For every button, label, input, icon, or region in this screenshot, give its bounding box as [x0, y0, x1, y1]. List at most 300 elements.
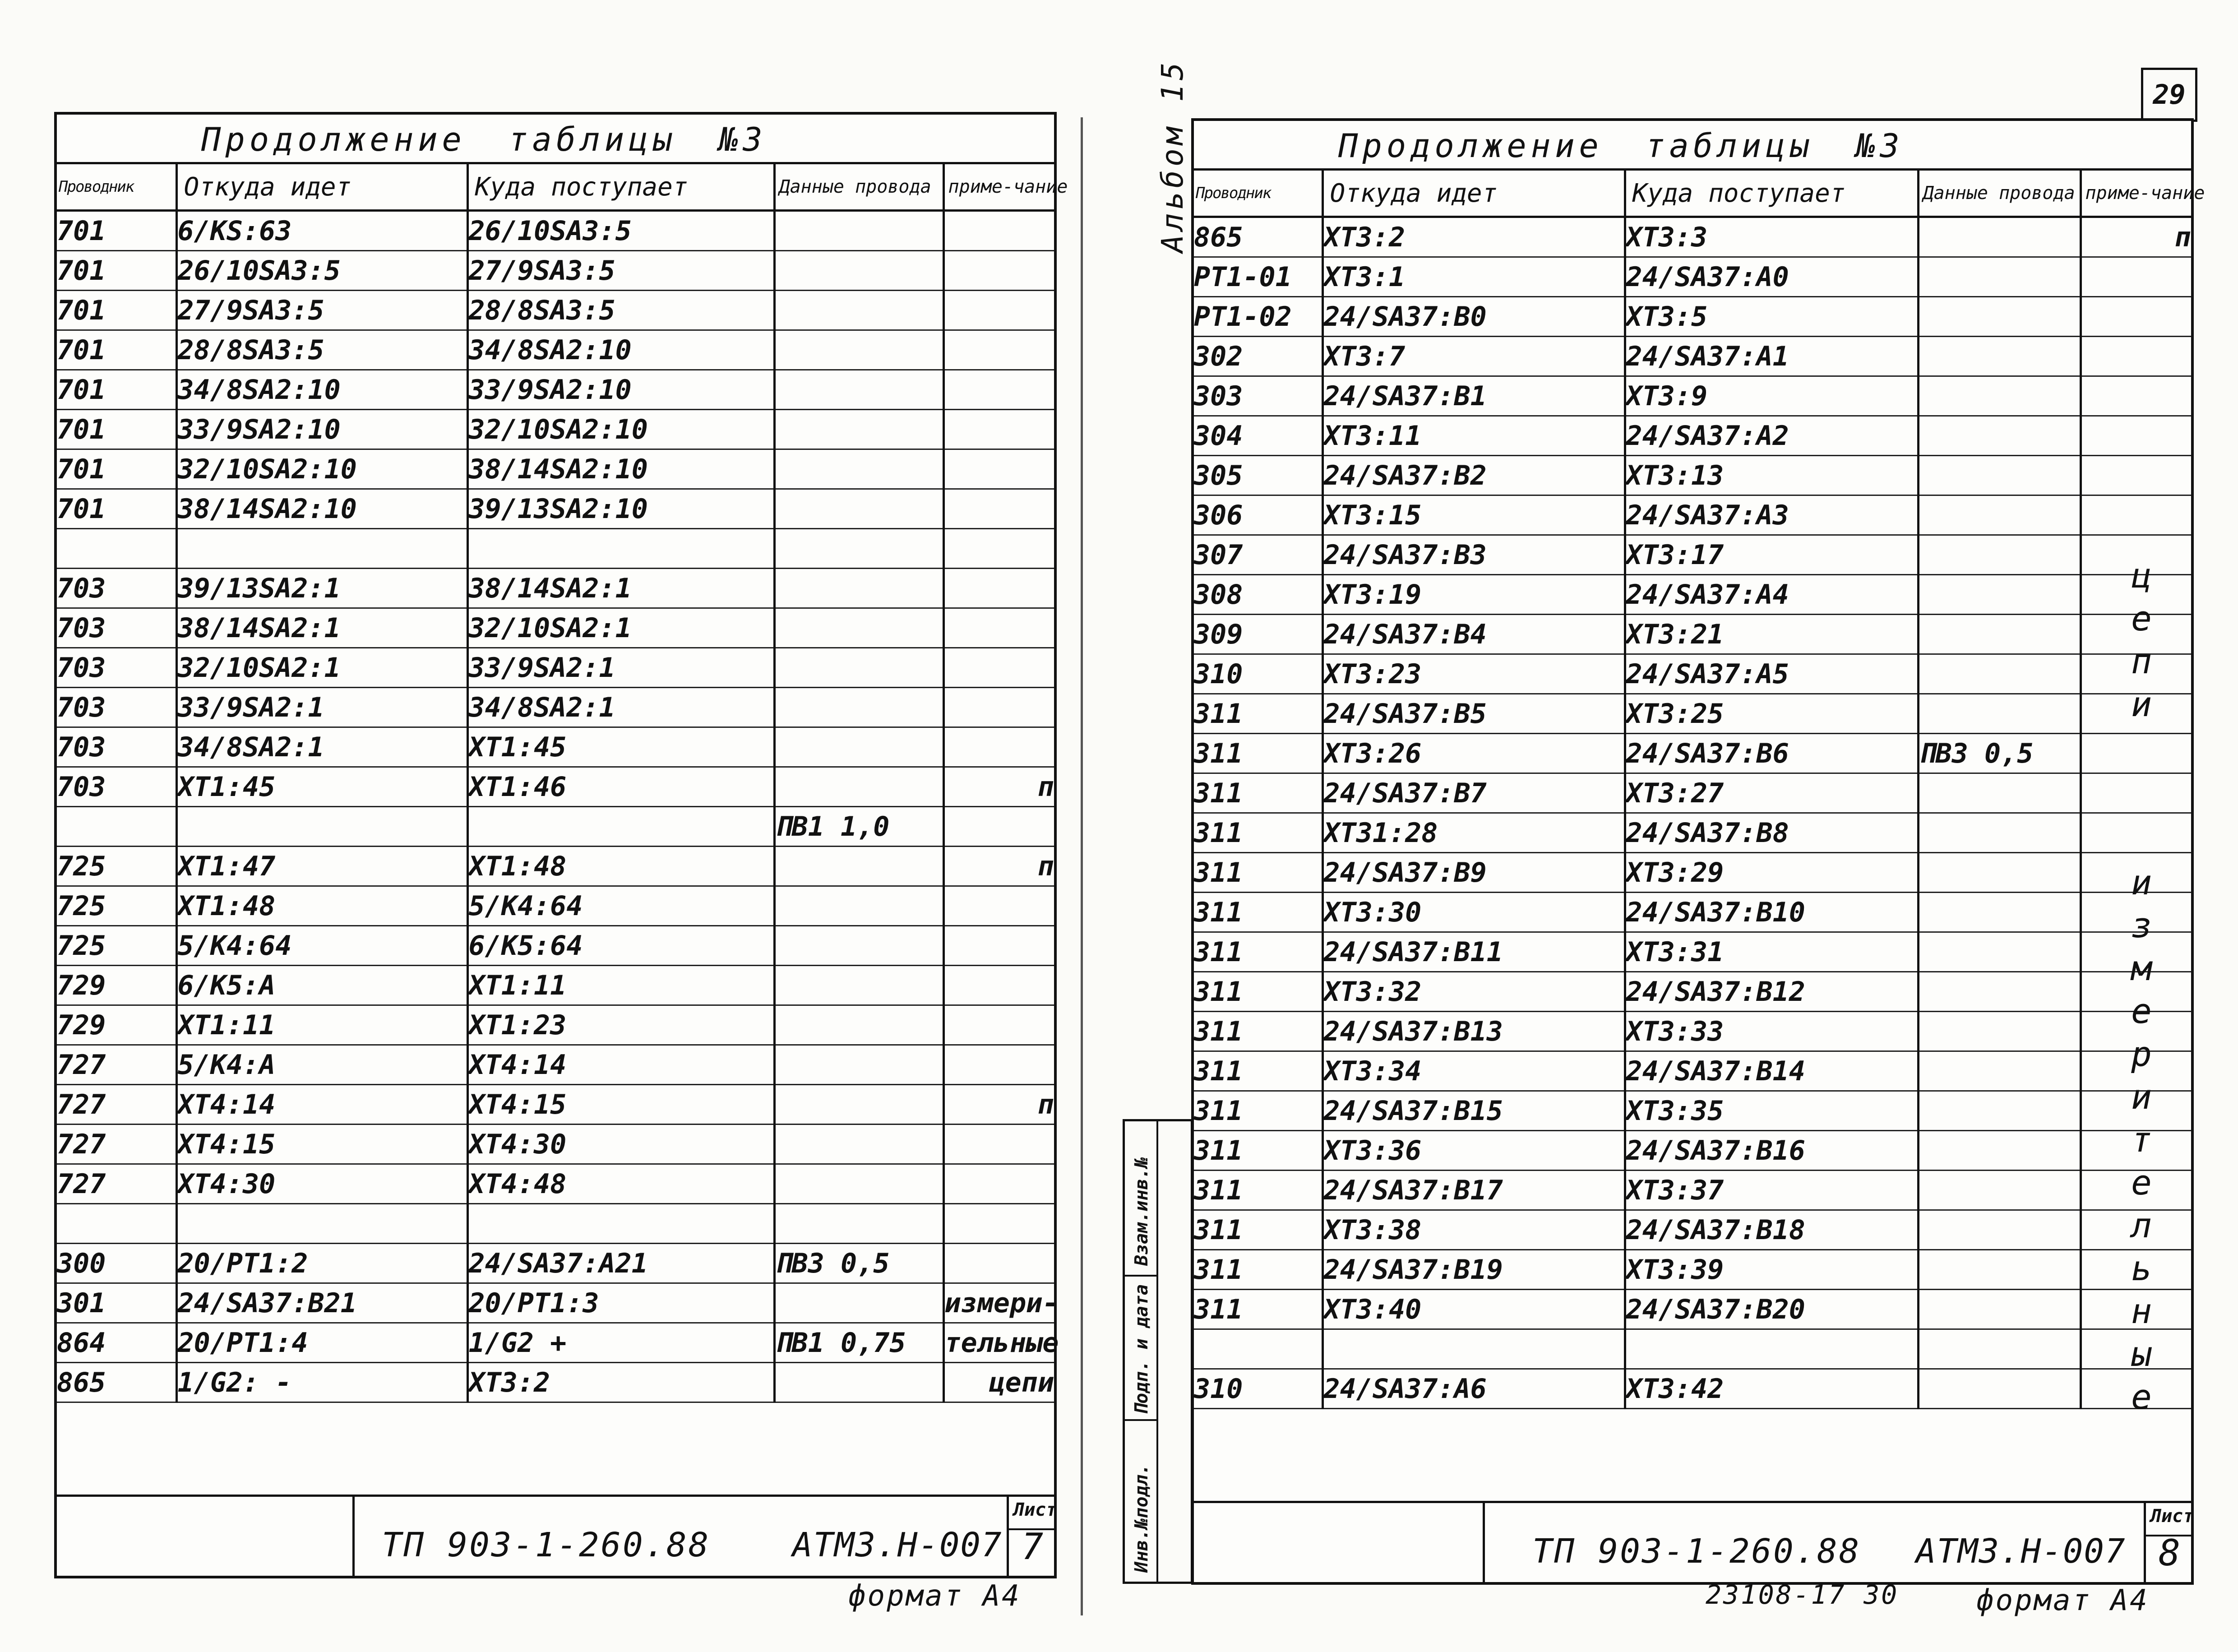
- cell-note: п: [2081, 217, 2191, 257]
- cell-to: XT1:46: [467, 767, 774, 807]
- note-char: п: [2131, 641, 2152, 681]
- cell-conductor: [57, 529, 176, 569]
- cell-note: [943, 211, 1054, 251]
- cell-from: 24/SA37:B13: [1322, 1012, 1625, 1051]
- cell-to: 34/8SA2:1: [467, 688, 774, 727]
- table-row: [57, 1204, 1054, 1244]
- left-sheet: [54, 112, 1068, 1578]
- cell-wire-data: [774, 449, 943, 489]
- cell-wire-data: [774, 767, 943, 807]
- table-row: [57, 608, 1054, 648]
- note-char: и: [2131, 862, 2152, 902]
- cell-conductor: 865: [57, 1363, 176, 1402]
- cell-to: 32/10SA2:10: [467, 410, 774, 449]
- cell-to: 1/G2 +: [467, 1323, 774, 1363]
- cell-note: [2081, 813, 2191, 853]
- cell-wire-data: [1918, 813, 2081, 853]
- cell-from: XT3:11: [1322, 416, 1625, 456]
- header-wire-data: Данные провода: [1918, 171, 2081, 217]
- cell-from: [176, 807, 467, 847]
- note-char: е: [2131, 598, 2152, 639]
- cell-to: XT4:15: [467, 1085, 774, 1124]
- cell-to: 24/SA37:A21: [467, 1244, 774, 1283]
- cell-to: XT1:45: [467, 727, 774, 767]
- cell-wire-data: [1918, 972, 2081, 1012]
- note-char: т: [2131, 1120, 2152, 1160]
- table-row: [57, 211, 1054, 251]
- cell-wire-data: [774, 569, 943, 608]
- table-row: [1194, 297, 2191, 337]
- cell-wire-data: [774, 1283, 943, 1323]
- cell-wire-data: [774, 1085, 943, 1124]
- cell-conductor: 864: [57, 1323, 176, 1363]
- cell-note: [943, 608, 1054, 648]
- left-title-block: [57, 1495, 1057, 1576]
- cell-note: [943, 1124, 1054, 1164]
- table-row: [57, 1005, 1054, 1045]
- cell-conductor: 311: [1194, 853, 1322, 893]
- cell-conductor: 311: [1194, 734, 1322, 773]
- cell-from: [1322, 1329, 1625, 1369]
- cell-wire-data: [774, 648, 943, 688]
- table-row: [1194, 932, 2191, 972]
- cell-to: XT3:21: [1625, 615, 1918, 654]
- cell-conductor: 701: [57, 291, 176, 330]
- cell-conductor: 701: [57, 410, 176, 449]
- cell-from: 38/14SA2:1: [176, 608, 467, 648]
- cell-from: XT31:28: [1322, 813, 1625, 853]
- cell-wire-data: [1918, 456, 2081, 495]
- cell-from: 24/SA37:A6: [1322, 1369, 1625, 1409]
- table-row: [57, 767, 1054, 807]
- cell-wire-data: [1918, 853, 2081, 893]
- cell-conductor: 311: [1194, 773, 1322, 813]
- cell-wire-data: [774, 1005, 943, 1045]
- left-wire-table: [57, 164, 1068, 1403]
- cell-wire-data: [774, 410, 943, 449]
- cell-from: XT1:47: [176, 847, 467, 886]
- cell-from: XT3:34: [1322, 1051, 1625, 1091]
- right-sheet-number: 8: [2159, 1532, 2181, 1574]
- cell-from: XT3:7: [1322, 337, 1625, 376]
- table-row: [1194, 337, 2191, 376]
- cell-note: измери-: [943, 1283, 1054, 1323]
- cell-wire-data: [774, 251, 943, 291]
- cell-to: 24/SA37:A3: [1625, 495, 1918, 535]
- cell-from: 39/13SA2:1: [176, 569, 467, 608]
- cell-wire-data: [1918, 575, 2081, 615]
- table-row: [57, 1085, 1054, 1124]
- cell-note: [943, 807, 1054, 847]
- cell-conductor: 701: [57, 449, 176, 489]
- cell-from: 20/PT1:2: [176, 1244, 467, 1283]
- cell-from: [176, 529, 467, 569]
- table-row: [57, 449, 1054, 489]
- cell-conductor: 727: [57, 1085, 176, 1124]
- header-to: Куда поступает: [467, 164, 774, 211]
- table-row: [1194, 217, 2191, 257]
- cell-wire-data: [774, 370, 943, 410]
- left-sheet-number-box: [1007, 1497, 1057, 1576]
- cell-wire-data: [1918, 297, 2081, 337]
- cell-to: 5/K4:64: [467, 886, 774, 926]
- table-row: [1194, 734, 2191, 773]
- cell-conductor: 311: [1194, 1171, 1322, 1210]
- cell-wire-data: [1918, 773, 2081, 813]
- cell-from: XT3:2: [1322, 217, 1625, 257]
- cell-note: [943, 926, 1054, 966]
- cell-to: [467, 1204, 774, 1244]
- cell-from: 26/10SA3:5: [176, 251, 467, 291]
- cell-to: 28/8SA3:5: [467, 291, 774, 330]
- replace-inv-label: Взам.инв.№: [1131, 1157, 1152, 1266]
- note-measuring-vertical: [2123, 861, 2159, 1418]
- cell-note: п: [943, 1085, 1054, 1124]
- note-char: м: [2131, 948, 2152, 988]
- cell-conductor: PT1-01: [1194, 257, 1322, 297]
- table-row: [1194, 1051, 2191, 1091]
- cell-to: XT4:48: [467, 1164, 774, 1204]
- cell-wire-data: [774, 1363, 943, 1402]
- cell-conductor: 311: [1194, 1091, 1322, 1131]
- cell-note: [943, 727, 1054, 767]
- right-table-body: [1194, 217, 2191, 1409]
- cell-wire-data: [1918, 654, 2081, 694]
- note-char: е: [2131, 991, 2152, 1031]
- cell-conductor: 311: [1194, 1131, 1322, 1171]
- table-row: [57, 807, 1054, 847]
- table-row: [1194, 456, 2191, 495]
- cell-wire-data: [774, 489, 943, 529]
- cell-wire-data: [774, 847, 943, 886]
- cell-to: 38/14SA2:1: [467, 569, 774, 608]
- cell-wire-data: [1918, 217, 2081, 257]
- cell-to: XT3:2: [467, 1363, 774, 1402]
- cell-conductor: 300: [57, 1244, 176, 1283]
- cell-from: 38/14SA2:10: [176, 489, 467, 529]
- cell-to: 24/SA37:B8: [1625, 813, 1918, 853]
- cell-from: XT1:45: [176, 767, 467, 807]
- cell-to: 24/SA37:A0: [1625, 257, 1918, 297]
- cell-from: 24/SA37:B17: [1322, 1171, 1625, 1210]
- cell-note: п: [943, 767, 1054, 807]
- cell-from: XT3:38: [1322, 1210, 1625, 1250]
- left-doc-id: АТМ3.Н-007: [792, 1526, 1003, 1564]
- table-row: [1194, 773, 2191, 813]
- cell-to: 33/9SA2:10: [467, 370, 774, 410]
- cell-conductor: 703: [57, 608, 176, 648]
- left-sheet-title: Продолжение таблицы №3: [57, 115, 1054, 164]
- cell-from: 24/SA37:B1: [1322, 376, 1625, 416]
- cell-wire-data: ПВ3 0,5: [774, 1244, 943, 1283]
- cell-note: [943, 688, 1054, 727]
- table-header-row: [1194, 171, 2191, 217]
- cell-to: 24/SA37:A5: [1625, 654, 1918, 694]
- table-row: [57, 688, 1054, 727]
- cell-wire-data: [774, 330, 943, 370]
- cell-conductor: 303: [1194, 376, 1322, 416]
- cell-from: XT4:15: [176, 1124, 467, 1164]
- cell-from: 20/PT1:4: [176, 1323, 467, 1363]
- cell-to: 24/SA37:B10: [1625, 893, 1918, 932]
- cell-from: 1/G2: -: [176, 1363, 467, 1402]
- order-number: 23108-17 30: [1706, 1579, 1899, 1610]
- table-header-row: [57, 164, 1054, 211]
- table-row: [57, 1323, 1054, 1363]
- cell-to: XT3:25: [1625, 694, 1918, 734]
- table-row: [1194, 1012, 2191, 1051]
- cell-wire-data: [1918, 416, 2081, 456]
- cell-from: 24/SA37:B4: [1322, 615, 1625, 654]
- cell-conductor: 302: [1194, 337, 1322, 376]
- cell-wire-data: [1918, 1250, 2081, 1290]
- cell-wire-data: [1918, 1051, 2081, 1091]
- table-row: [1194, 813, 2191, 853]
- cell-note: [2081, 734, 2191, 773]
- cell-wire-data: [1918, 1131, 2081, 1171]
- page-number: 29: [2141, 68, 2197, 122]
- album-label: Альбом 15: [1155, 59, 1190, 253]
- cell-wire-data: [1918, 1091, 2081, 1131]
- cell-to: XT3:37: [1625, 1171, 1918, 1210]
- cell-from: 24/SA37:B9: [1322, 853, 1625, 893]
- cell-conductor: 703: [57, 727, 176, 767]
- table-row: [1194, 495, 2191, 535]
- cell-conductor: 703: [57, 688, 176, 727]
- cell-note: [943, 648, 1054, 688]
- cell-wire-data: [1918, 932, 2081, 972]
- note-char: и: [2131, 684, 2152, 724]
- table-row: [57, 1244, 1054, 1283]
- table-row: [1194, 853, 2191, 893]
- cell-wire-data: [1918, 1290, 2081, 1329]
- cell-to: 38/14SA2:10: [467, 449, 774, 489]
- table-row: [57, 886, 1054, 926]
- note-char: ц: [2131, 555, 2152, 596]
- note-char: е: [2131, 1162, 2152, 1203]
- cell-wire-data: [774, 886, 943, 926]
- cell-wire-data: [1918, 694, 2081, 734]
- cell-note: [2081, 773, 2191, 813]
- cell-conductor: 306: [1194, 495, 1322, 535]
- cell-note: тельные: [943, 1323, 1054, 1363]
- cell-conductor: 701: [57, 489, 176, 529]
- cell-from: XT4:30: [176, 1164, 467, 1204]
- cell-note: [943, 1164, 1054, 1204]
- left-doc-code: ТП 903-1-260.88: [382, 1526, 711, 1564]
- cell-to: XT3:35: [1625, 1091, 1918, 1131]
- cell-to: XT3:29: [1625, 853, 1918, 893]
- left-sheet-number: 7: [1022, 1526, 1044, 1568]
- table-row: [57, 569, 1054, 608]
- cell-wire-data: [774, 608, 943, 648]
- cell-conductor: [57, 1204, 176, 1244]
- cell-wire-data: [774, 291, 943, 330]
- cell-to: [467, 807, 774, 847]
- cell-to: XT3:31: [1625, 932, 1918, 972]
- cell-conductor: 701: [57, 370, 176, 410]
- cell-conductor: 729: [57, 1005, 176, 1045]
- cell-conductor: 865: [1194, 217, 1322, 257]
- cell-to: 24/SA37:B16: [1625, 1131, 1918, 1171]
- table-row: [1194, 575, 2191, 615]
- right-sheet-title: Продолжение таблицы №3: [1194, 121, 2191, 171]
- sign-date-label: Подп. и дата: [1131, 1284, 1152, 1415]
- cell-conductor: 309: [1194, 615, 1322, 654]
- cell-to: XT1:11: [467, 966, 774, 1005]
- right-sheet: [1191, 118, 2205, 1585]
- cell-from: XT3:40: [1322, 1290, 1625, 1329]
- note-circuits-vertical: [2123, 554, 2159, 726]
- cell-from: XT1:11: [176, 1005, 467, 1045]
- header-note: приме-чание: [2081, 171, 2191, 217]
- table-row: [57, 529, 1054, 569]
- cell-to: XT3:17: [1625, 535, 1918, 575]
- cell-conductor: 310: [1194, 654, 1322, 694]
- cell-conductor: 310: [1194, 1369, 1322, 1409]
- note-char: е: [2131, 1377, 2152, 1417]
- inv-number-label: Инв.№подл.: [1131, 1464, 1152, 1573]
- cell-to: 24/SA37:A4: [1625, 575, 1918, 615]
- cell-wire-data: [774, 688, 943, 727]
- page-fold-line: [1081, 117, 1083, 1615]
- left-format-note: формат А4: [848, 1579, 1021, 1613]
- header-from: Откуда идет: [176, 164, 467, 211]
- header-note: приме-чание: [943, 164, 1054, 211]
- cell-to: 20/PT1:3: [467, 1283, 774, 1323]
- table-row: [57, 1363, 1054, 1402]
- cell-from: 24/SA37:B19: [1322, 1250, 1625, 1290]
- table-row: [57, 410, 1054, 449]
- cell-wire-data: [1918, 495, 2081, 535]
- cell-conductor: 311: [1194, 972, 1322, 1012]
- cell-wire-data: ПВ1 1,0: [774, 807, 943, 847]
- table-row: [1194, 1290, 2191, 1329]
- cell-from: 24/SA37:B21: [176, 1283, 467, 1323]
- table-row: [57, 330, 1054, 370]
- cell-wire-data: [1918, 1329, 2081, 1369]
- cell-conductor: 304: [1194, 416, 1322, 456]
- cell-to: 26/10SA3:5: [467, 211, 774, 251]
- strip-divider-1: [1125, 1275, 1156, 1277]
- cell-conductor: 727: [57, 1045, 176, 1085]
- cell-conductor: 701: [57, 330, 176, 370]
- left-sheet-label: Лист: [1013, 1499, 1057, 1520]
- cell-from: XT3:19: [1322, 575, 1625, 615]
- cell-conductor: 725: [57, 847, 176, 886]
- cell-note: [943, 1045, 1054, 1085]
- cell-from: 24/SA37:B3: [1322, 535, 1625, 575]
- strip-divider-2: [1125, 1419, 1156, 1421]
- cell-conductor: 729: [57, 966, 176, 1005]
- cell-conductor: 703: [57, 767, 176, 807]
- cell-wire-data: [1918, 615, 2081, 654]
- cell-to: 34/8SA2:10: [467, 330, 774, 370]
- header-from: Откуда идет: [1322, 171, 1625, 217]
- cell-to: 6/K5:64: [467, 926, 774, 966]
- cell-to: 24/SA37:B12: [1625, 972, 1918, 1012]
- cell-to: XT3:9: [1625, 376, 1918, 416]
- table-row: [1194, 1131, 2191, 1171]
- table-row: [57, 727, 1054, 767]
- cell-from: XT3:26: [1322, 734, 1625, 773]
- table-row: [1194, 694, 2191, 734]
- cell-from: 5/K4:64: [176, 926, 467, 966]
- cell-note: [943, 529, 1054, 569]
- cell-to: 32/10SA2:1: [467, 608, 774, 648]
- cell-wire-data: [774, 926, 943, 966]
- note-char: и: [2131, 1077, 2152, 1117]
- header-to: Куда поступает: [1625, 171, 1918, 217]
- cell-note: [2081, 257, 2191, 297]
- cell-conductor: 703: [57, 648, 176, 688]
- cell-wire-data: [774, 727, 943, 767]
- cell-to: XT1:48: [467, 847, 774, 886]
- cell-conductor: 311: [1194, 932, 1322, 972]
- cell-conductor: 311: [1194, 813, 1322, 853]
- cell-wire-data: ПВ1 0,75: [774, 1323, 943, 1363]
- cell-conductor: 701: [57, 251, 176, 291]
- cell-to: 33/9SA2:1: [467, 648, 774, 688]
- cell-from: 34/8SA2:10: [176, 370, 467, 410]
- cell-to: 24/SA37:A1: [1625, 337, 1918, 376]
- cell-from: XT3:32: [1322, 972, 1625, 1012]
- cell-from: 33/9SA2:10: [176, 410, 467, 449]
- cell-to: [467, 529, 774, 569]
- cell-to: 24/SA37:B14: [1625, 1051, 1918, 1091]
- header-conductor: Проводник: [57, 164, 176, 211]
- cell-to: 24/SA37:B6: [1625, 734, 1918, 773]
- cell-to: XT3:42: [1625, 1369, 1918, 1409]
- cell-wire-data: [1918, 1012, 2081, 1051]
- table-row: [1194, 1250, 2191, 1290]
- cell-wire-data: [1918, 893, 2081, 932]
- cell-wire-data: [774, 1124, 943, 1164]
- cell-conductor: 305: [1194, 456, 1322, 495]
- approval-strip-column: [1156, 1121, 1158, 1582]
- cell-note: [943, 449, 1054, 489]
- cell-from: 34/8SA2:1: [176, 727, 467, 767]
- right-sheet-number-box: [2144, 1503, 2194, 1582]
- cell-note: [943, 1204, 1054, 1244]
- cell-wire-data: ПВ3 0,5: [1918, 734, 2081, 773]
- cell-from: 27/9SA3:5: [176, 291, 467, 330]
- cell-note: п: [943, 847, 1054, 886]
- cell-wire-data: [1918, 376, 2081, 416]
- cell-from: XT4:14: [176, 1085, 467, 1124]
- cell-note: [943, 410, 1054, 449]
- cell-from: 33/9SA2:1: [176, 688, 467, 727]
- right-wire-table: [1194, 171, 2205, 1409]
- cell-to: 24/SA37:B18: [1625, 1210, 1918, 1250]
- table-row: [57, 926, 1054, 966]
- cell-conductor: 311: [1194, 1210, 1322, 1250]
- approval-strip: [1123, 1119, 1193, 1584]
- cell-conductor: 725: [57, 886, 176, 926]
- cell-conductor: 311: [1194, 1012, 1322, 1051]
- cell-from: 6/KS:63: [176, 211, 467, 251]
- cell-from: XT1:48: [176, 886, 467, 926]
- note-char: р: [2131, 1034, 2152, 1074]
- table-row: [1194, 654, 2191, 694]
- cell-conductor: [1194, 1329, 1322, 1369]
- note-char: л: [2131, 1205, 2152, 1245]
- note-char: ь: [2131, 1248, 2152, 1288]
- cell-wire-data: [1918, 1369, 2081, 1409]
- cell-from: 24/SA37:B11: [1322, 932, 1625, 972]
- cell-from: 24/SA37:B5: [1322, 694, 1625, 734]
- cell-conductor: 311: [1194, 1250, 1322, 1290]
